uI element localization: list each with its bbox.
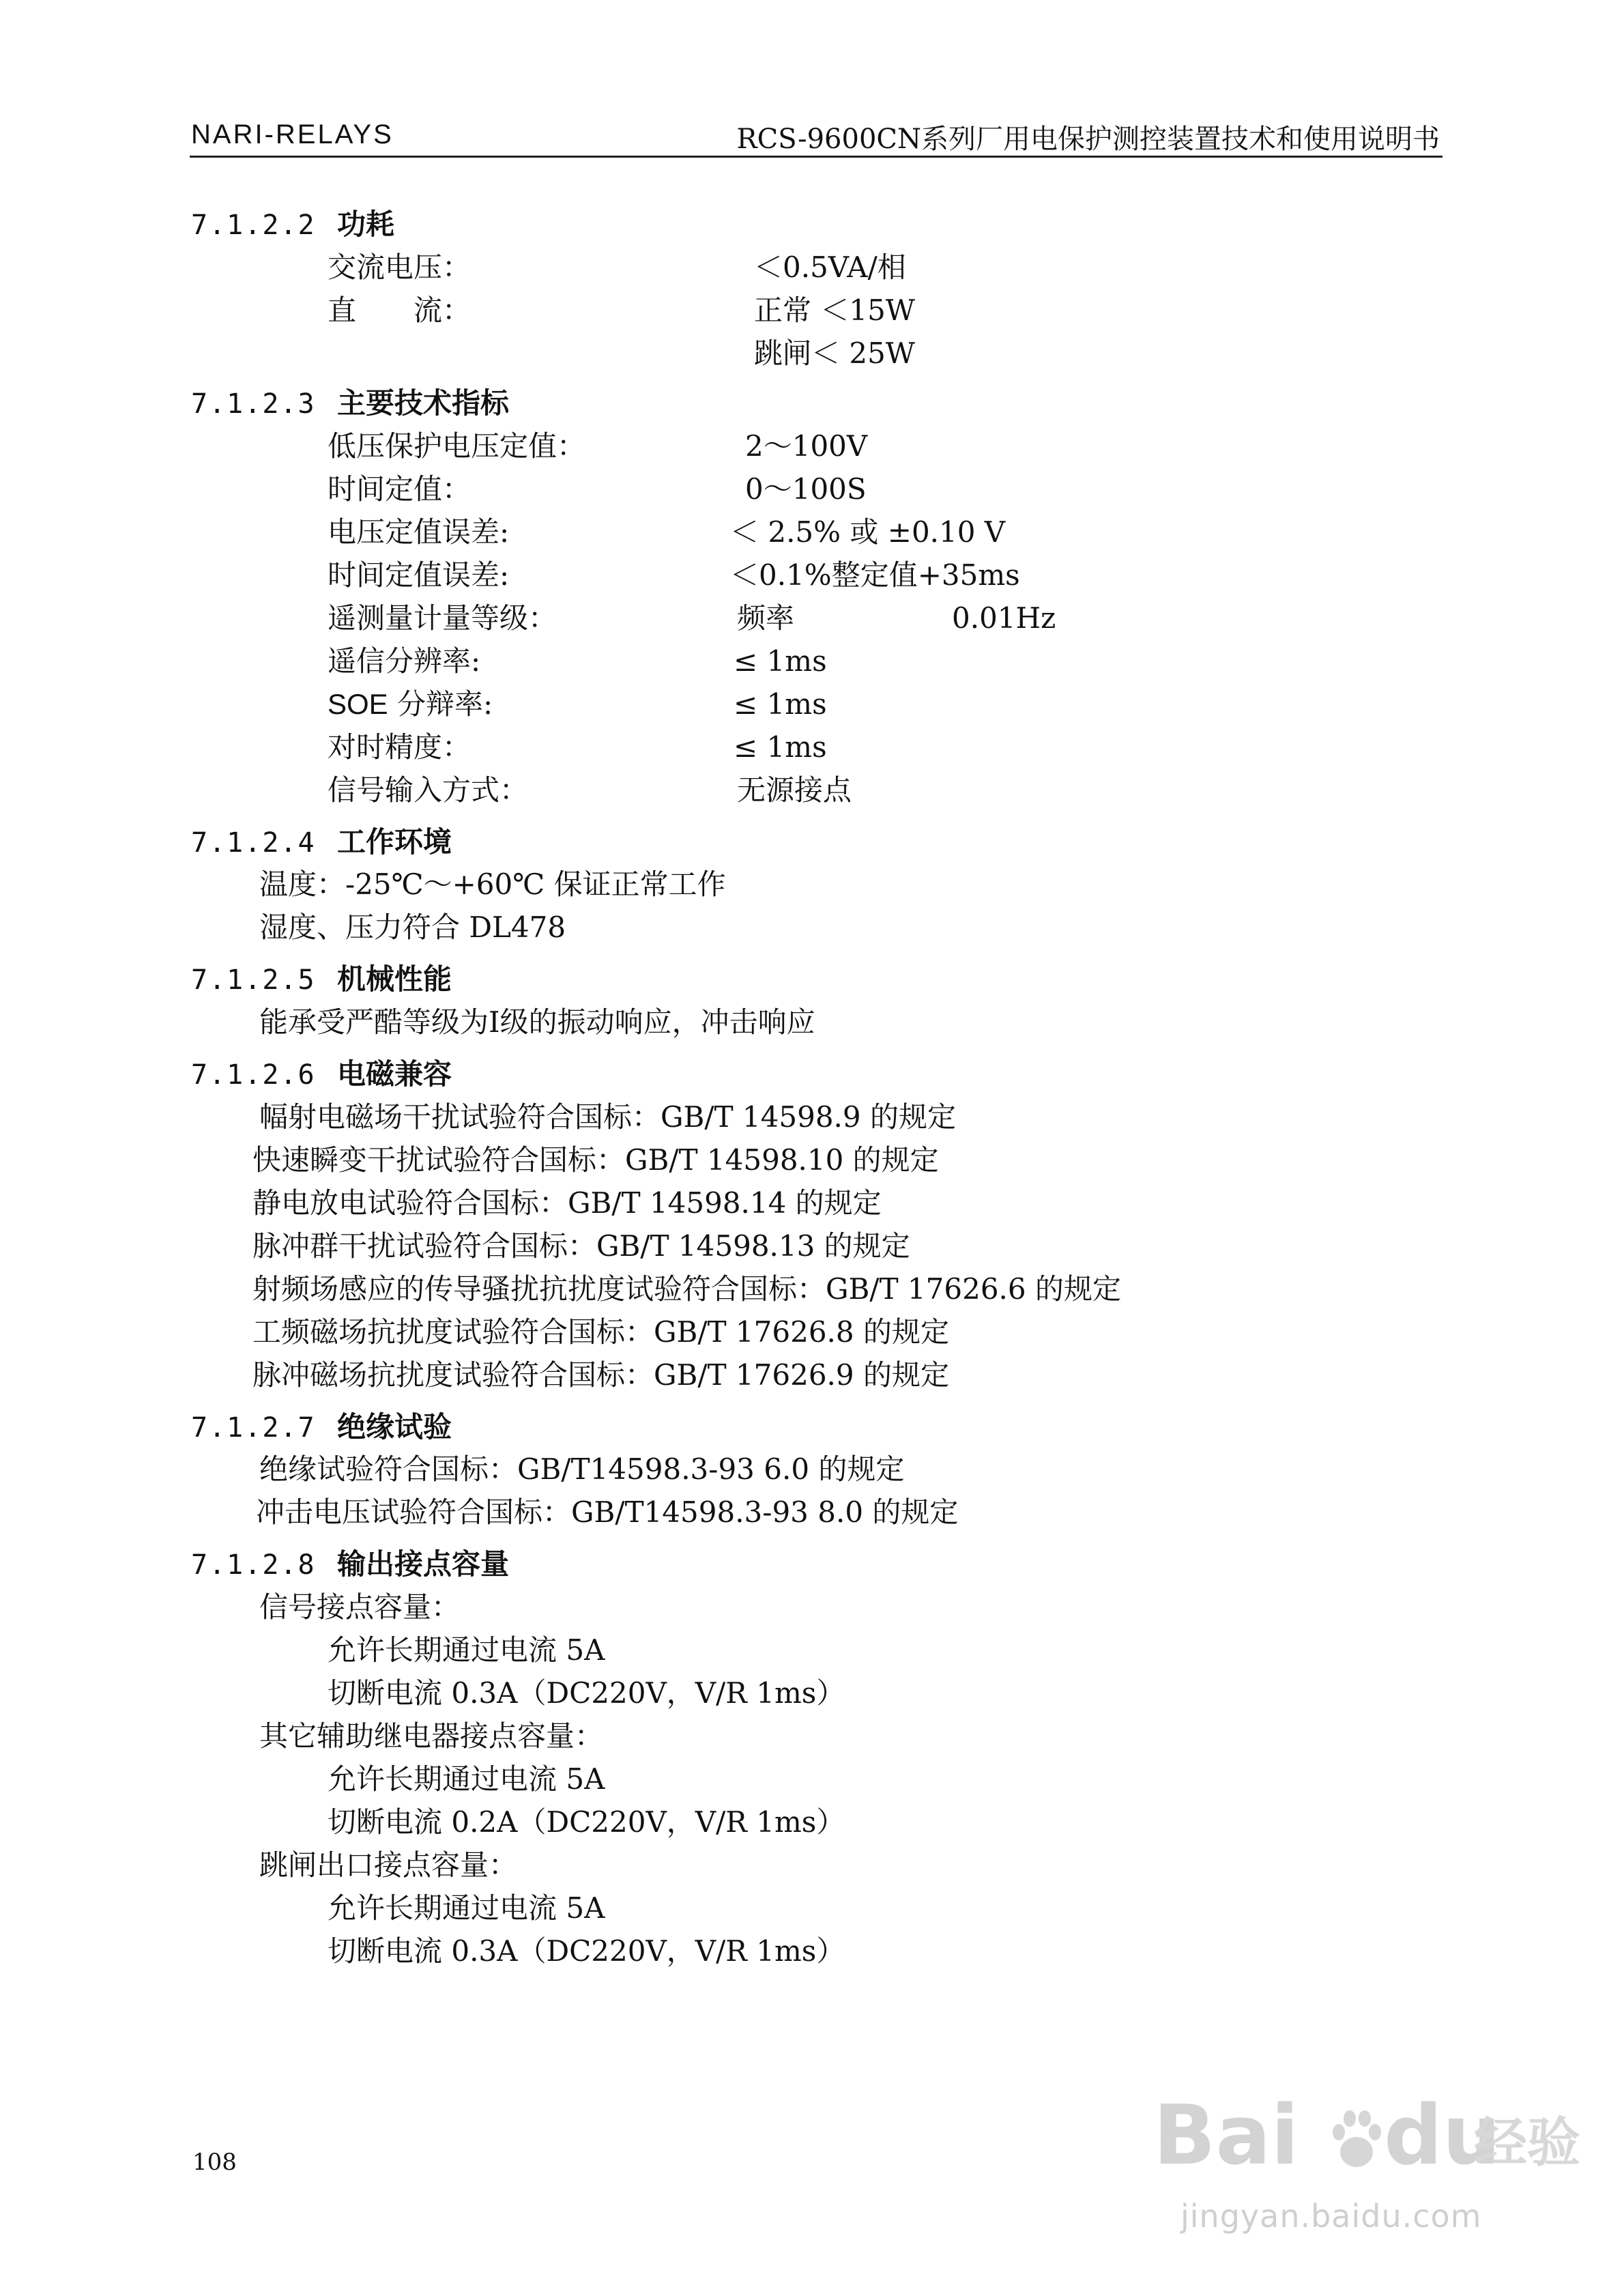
body-line: 湿度、压力符合 DL478 [259, 910, 566, 944]
soe-acronym: SOE [328, 688, 388, 720]
spec-value: ＜0.5VA/相 [754, 250, 906, 284]
section-title: 主要技术指标 [336, 386, 509, 420]
section-title: 机械性能 [336, 962, 452, 996]
contact-spec: 切断电流 0.2A（DC220V，V/R 1ms） [328, 1805, 845, 1839]
spec-value: ≤ 1ms [734, 687, 827, 721]
baidu-jingyan-watermark [1153, 2089, 1581, 2252]
spec-label-soe [328, 683, 493, 726]
page-number: 108 [192, 2149, 237, 2176]
paw-icon [1329, 2108, 1384, 2175]
spec-value: 跳闸＜ 25W [754, 336, 915, 370]
body-line: 工频磁场抗扰度试验符合国标：GB/T 17626.8 的规定 [252, 1315, 949, 1349]
contact-group-title: 跳闸出口接点容量： [259, 1848, 518, 1882]
contact-group-title: 其它辅助继电器接点容量： [259, 1719, 604, 1753]
section-heading-7-1-2-8 [191, 1543, 509, 1586]
section-title: 输出接点容量 [336, 1547, 509, 1581]
spec-value: ≤ 1ms [734, 730, 827, 764]
section-heading-7-1-2-5 [191, 958, 452, 1001]
contact-spec: 允许长期通过电流 5A [328, 1762, 605, 1796]
header-rule [190, 156, 1442, 158]
body-line: 脉冲磁场抗扰度试验符合国标：GB/T 17626.9 的规定 [252, 1358, 949, 1392]
section-number: 7.1.2.4 [191, 827, 316, 859]
section-number: 7.1.2.3 [191, 388, 316, 420]
spec-label: 信号输入方式： [328, 773, 529, 807]
spec-label: 电压定值误差: [328, 515, 510, 549]
section-number: 7.1.2.5 [191, 964, 316, 996]
section-heading-7-1-2-6 [191, 1053, 452, 1096]
watermark-url: jingyan.baidu.com [1180, 2198, 1482, 2235]
body-line: 静电放电试验符合国标：GB/T 14598.14 的规定 [252, 1186, 882, 1220]
section-number: 7.1.2.2 [191, 210, 316, 241]
contact-spec: 切断电流 0.3A（DC220V，V/R 1ms） [328, 1676, 845, 1710]
contact-spec: 允许长期通过电流 5A [328, 1891, 605, 1925]
spec-value: 频率 [737, 601, 795, 635]
section-title: 绝缘试验 [336, 1410, 452, 1444]
header-document-title: RCS-9600CN系列厂用电保护测控装置技术和使用说明书 [736, 124, 1440, 155]
spec-label: 遥信分辨率: [328, 644, 481, 678]
spec-label: 低压保护电压定值： [328, 429, 586, 463]
spec-label: 交流电压： [328, 250, 472, 284]
section-heading-7-1-2-4 [191, 821, 452, 864]
section-heading-7-1-2-3 [191, 382, 509, 425]
body-line: 绝缘试验符合国标：GB/T14598.3-93 6.0 的规定 [259, 1452, 905, 1486]
section-number: 7.1.2.6 [191, 1059, 316, 1091]
spec-value: 无源接点 [737, 773, 852, 807]
contact-spec: 允许长期通过电流 5A [328, 1633, 605, 1667]
section-heading-7-1-2-7 [191, 1406, 452, 1449]
spec-label: 时间定值： [328, 472, 472, 506]
spec-value-secondary: 0.01Hz [952, 601, 1056, 635]
spec-value: ≤ 1ms [734, 644, 827, 678]
body-line: 脉冲群干扰试验符合国标：GB/T 14598.13 的规定 [252, 1229, 910, 1263]
body-line: 能承受严酷等级为Ⅰ级的振动响应，冲击响应 [259, 1005, 815, 1039]
contact-spec: 切断电流 0.3A（DC220V，V/R 1ms） [328, 1934, 845, 1968]
section-number: 7.1.2.7 [191, 1412, 316, 1444]
section-title: 工作环境 [336, 825, 452, 859]
soe-label-text: 分辩率: [388, 687, 493, 721]
watermark-brand-text: Bai [1153, 2089, 1299, 2183]
body-line: 温度：-25℃～+60℃ 保证正常工作 [259, 867, 726, 901]
section-heading-7-1-2-2 [191, 203, 394, 246]
body-line: 射频场感应的传导骚扰抗扰度试验符合国标：GB/T 17626.6 的规定 [252, 1272, 1121, 1306]
section-number: 7.1.2.8 [191, 1549, 316, 1581]
body-line: 幅射电磁场干扰试验符合国标：GB/T 14598.9 的规定 [259, 1100, 956, 1134]
spec-value: ＜0.1%整定值+35ms [730, 558, 1020, 592]
body-line: 冲击电压试验符合国标：GB/T14598.3-93 8.0 的规定 [256, 1495, 959, 1529]
spec-label: 直 流： [328, 293, 472, 327]
spec-label: 时间定值误差: [328, 558, 510, 592]
watermark-brand-suffix: du [1384, 2089, 1501, 2183]
spec-value: 0～100S [745, 472, 867, 506]
header-brand: NARI-RELAYS [191, 119, 394, 149]
watermark-jingyan-text: 经验 [1474, 2112, 1581, 2174]
spec-label: 对时精度： [328, 730, 472, 764]
body-line: 快速瞬变干扰试验符合国标：GB/T 14598.10 的规定 [252, 1143, 939, 1177]
spec-value: ＜ 2.5% 或 ±0.10 V [730, 515, 1006, 549]
section-title: 电磁兼容 [336, 1057, 452, 1091]
spec-label: 遥测量计量等级： [328, 601, 557, 635]
spec-value: 正常 ＜15W [754, 293, 915, 327]
contact-group-title: 信号接点容量： [259, 1590, 461, 1624]
spec-value: 2～100V [745, 429, 868, 463]
section-title: 功耗 [336, 207, 394, 241]
